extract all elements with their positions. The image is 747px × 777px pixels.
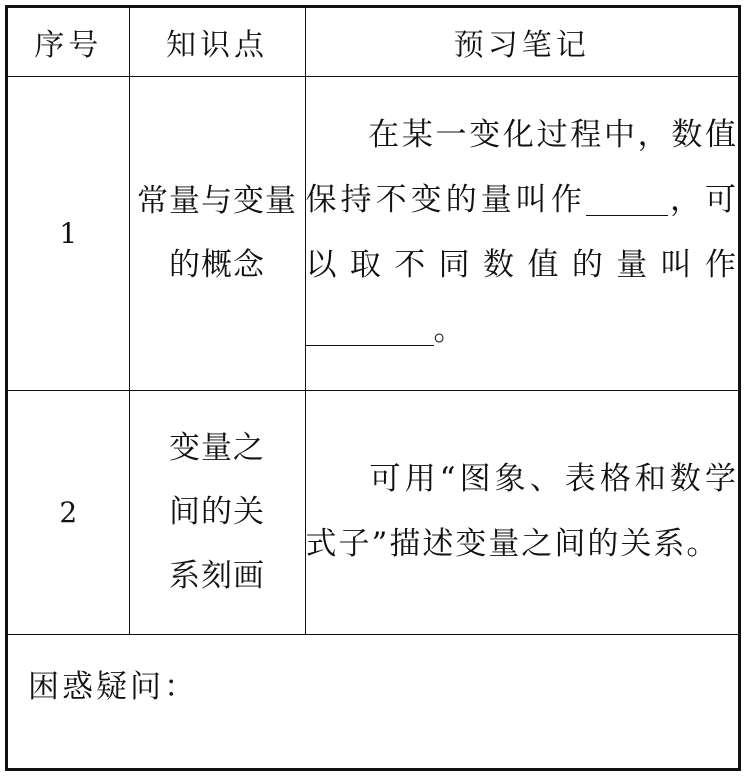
header-row: [8, 8, 738, 76]
header-notes: 预习笔记: [305, 8, 738, 76]
topic-line: 常量与变量: [137, 183, 297, 219]
fill-blank[interactable]: [306, 311, 434, 346]
topic-line: 间的关: [169, 494, 265, 530]
fill-blank[interactable]: [586, 181, 668, 216]
table-frame: [5, 5, 741, 771]
topic-line: 变量之: [169, 430, 265, 466]
row-topic: [129, 390, 305, 634]
preview-table: [8, 8, 738, 635]
header-topic: 知识点: [129, 8, 305, 76]
row-number: 2: [8, 390, 129, 634]
row-number: 1: [8, 76, 129, 390]
note-text: ，可以取不同数值的量叫作: [305, 182, 739, 283]
note-text: 在某一变化过程中，数值保持不变的量叫作: [305, 117, 738, 218]
row-topic: [129, 76, 305, 390]
topic-line: 的概念: [169, 247, 265, 283]
row-note: [305, 76, 738, 390]
topic-line: 系刻画: [169, 558, 265, 594]
note-text: 可用“图象、表格和数学式子”描述变量之间的关系。: [305, 461, 738, 562]
questions-area[interactable]: [8, 634, 738, 768]
note-text: 。: [433, 312, 467, 348]
table-row: [8, 390, 738, 634]
table-row: [8, 76, 738, 390]
header-number: 序号: [8, 8, 129, 76]
row-note: [305, 390, 738, 634]
questions-label: 困惑疑问：: [28, 669, 198, 705]
